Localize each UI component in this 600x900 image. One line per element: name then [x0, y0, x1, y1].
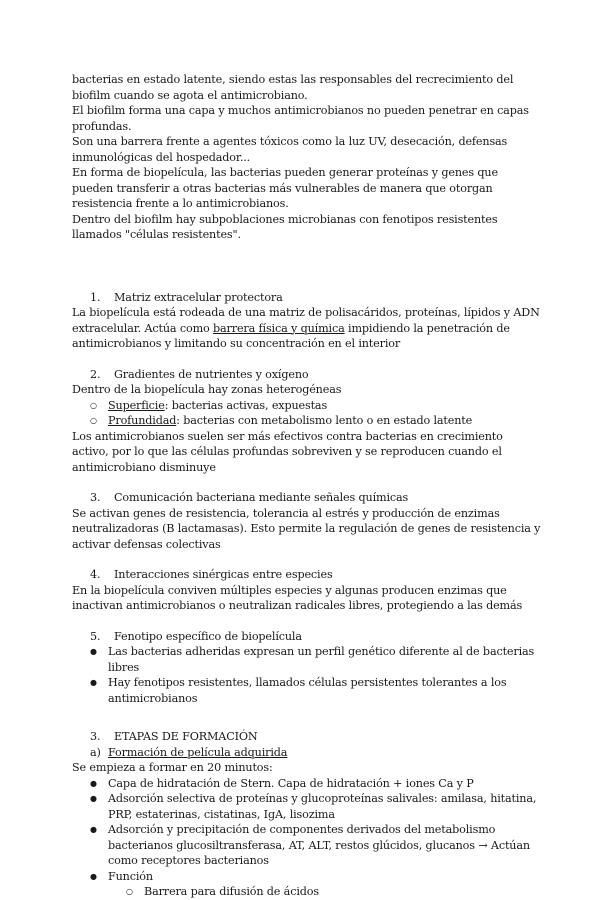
paragraph: Son una barrera frente a agentes tóxicos como la luz UV, desecación, defensas inmunológicas del hospedador...: [72, 135, 508, 164]
section-heading-2: [72, 367, 542, 383]
zones-list: [72, 398, 542, 429]
list-item: ● Las bacterias adheridas expresan un perfil genético diferente al de bacterias libres: [72, 644, 542, 675]
paragraph: En la biopelícula conviven múltiples especies y algunas producen enzimas que inactivan antimicrobianos o neutralizan radicales libres, protegiendo a las demás: [72, 583, 523, 612]
paragraph: bacterias en estado latente, siendo estas las responsables del recrecimiento del biofilm cuando se agota el antimicrobiano.: [72, 73, 514, 102]
list-sub-item: ○ Barrera para difusión de ácidos: [72, 884, 542, 900]
intro-block: [72, 72, 542, 243]
list-item: ● Adsorción y precipitación de componentes derivados del metabolismo bacterianos glucosiltransferasa, AT, ALT, restos glúcidos, glucanos → Actúan como receptores bacterianos: [72, 822, 542, 869]
section-title: Interacciones sinérgicas entre especies: [114, 568, 333, 581]
list-item: [72, 413, 542, 429]
list-item: [72, 398, 542, 414]
section-number: 5.: [90, 629, 101, 643]
section-number: 2.: [90, 367, 101, 381]
document-page: [72, 72, 542, 900]
section-title: ETAPAS DE FORMACIÓN: [114, 730, 258, 743]
underlined-term: Superficie: [108, 398, 165, 412]
paragraph: En forma de biopelícula, las bacterias pueden generar proteínas y genes que pueden transferir a otras bacterias más vulnerables de manera que otorgan resistencia frente a lo antimicrobianos.: [72, 166, 498, 210]
text-span: : bacterias con metabolismo lento o en estado latente: [176, 414, 473, 427]
subsection-title: Formación de película adquirida: [108, 745, 288, 759]
list-item: ● Función: [72, 869, 542, 885]
section-number: 3.: [90, 491, 101, 504]
section-number: 4.: [90, 568, 101, 581]
paragraph: Dentro de la biopelícula hay zonas heterogéneas: [72, 383, 342, 396]
text-span: : bacterias activas, expuestas: [164, 398, 328, 412]
phenotype-list: [72, 644, 542, 706]
list-item: ● Capa de hidratación de Stern. Capa de hidratación + iones Ca y P: [72, 776, 542, 792]
section-number: 1.: [90, 290, 101, 304]
section-heading-1: [72, 290, 542, 306]
section-heading-5: [72, 629, 542, 645]
subsection-heading: [72, 745, 542, 761]
section-number: 3.: [90, 730, 101, 743]
section-heading-3: [72, 490, 542, 506]
underlined-term: Profundidad: [108, 414, 177, 427]
section-heading-4: [72, 567, 542, 583]
etapas-heading: [72, 729, 542, 745]
etapas-list: [72, 776, 542, 900]
section-title: Gradientes de nutrientes y oxígeno: [114, 367, 309, 381]
section-title: Comunicación bacteriana mediante señales químicas: [114, 491, 409, 504]
section-title: Matriz extracelular protectora: [114, 290, 283, 304]
paragraph: El biofilm forma una capa y muchos antimicrobianos no pueden penetrar en capas profundas.: [72, 104, 529, 133]
paragraph: Dentro del biofilm hay subpoblaciones microbianas con fenotipos resistentes llamados "células resistentes".: [72, 212, 498, 241]
text-span: impidiendo la penetración de antimicrobianos y limitando su concentración en el interior: [72, 321, 510, 350]
paragraph: [72, 305, 542, 352]
section-title: Fenotipo específico de biopelícula: [114, 629, 302, 643]
subsection-letter: a): [90, 745, 101, 759]
paragraph: Los antimicrobianos suelen ser más efectivos contra bacterias en crecimiento activo, por lo que las células profundas sobreviven y se reproducen cuando el antimicrobiano disminuye: [72, 429, 503, 474]
list-item: ● Adsorción selectiva de proteínas y glucoproteínas salivales: amilasa, hitatina, PRP, estaterinas, cistatinas, IgA, lisozima: [72, 791, 542, 822]
underlined-term: barrera física y química: [213, 321, 345, 335]
paragraph: Se activan genes de resistencia, tolerancia al estrés y producción de enzimas neutralizadoras (B lactamasas). Esto permite la regulación de genes de resistencia y activar defensas colectivas: [72, 506, 541, 551]
list-item: ● Hay fenotipos resistentes, llamados células persistentes tolerantes a los antimicrobianos: [72, 675, 542, 706]
text-span: La biopelícula está rodeada de una matriz de polisacáridos, proteínas, lípidos y ADN extracelular. Actúa como: [72, 306, 540, 335]
paragraph: Se empieza a formar en 20 minutos:: [72, 761, 273, 774]
